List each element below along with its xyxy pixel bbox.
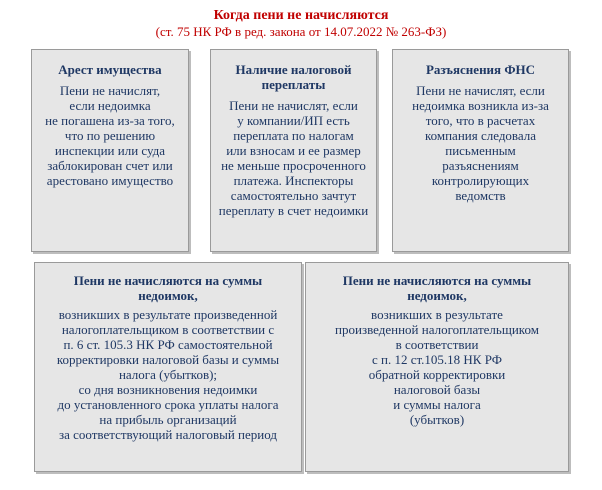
- box-text: Пени не начислят, если у компании/ИП есть переплата по налогам или взносам и ее размер не меньше просроченного платежа. Инспекторы самостоятельно зачтут переплату в счет недоимки: [218, 98, 369, 218]
- page-title: Когда пени не начисляются: [213, 8, 389, 23]
- box-text: Пени не начислят, если недоимка не погашена из-за того, что по решению инспекции или суда заблокирован счет или арестовано имущество: [45, 83, 175, 188]
- box-fns-clarifications: [392, 49, 569, 252]
- box-text: возникших в результате произведенной налогоплательщиком в соответствии с п. 6 ст. 105.3 НК РФ самостоятельной корректировки налоговой базы и суммы налога (убытков); со дня возникновения недоимки до установленного срока уплаты налога на прибыль организаций за соответствующий налоговый период: [56, 307, 280, 442]
- box-heading: Арест имущества: [58, 62, 162, 77]
- box-heading: Пени не начисляются на суммы недоимок,: [73, 273, 263, 303]
- box-heading: Пени не начисляются на суммы недоимок,: [342, 273, 532, 303]
- box-text: возникших в результате произведенной налогоплательщиком в соответствии с п. 12 ст.105.18 НК РФ обратной корректировки налоговой базы и суммы налога (убытков): [335, 307, 539, 427]
- box-reverse-adjustment: [305, 262, 569, 472]
- page-subtitle: (ст. 75 НК РФ в ред. закона от 14.07.2022 № 263-ФЗ): [155, 24, 447, 39]
- box-self-adjustment: [34, 262, 302, 472]
- box-tax-overpayment: [210, 49, 377, 252]
- box-heading: Разъяснения ФНС: [425, 62, 535, 77]
- box-property-arrest: [31, 49, 189, 252]
- box-text: Пени не начислят, если недоимка возникла из-за того, что в расчетах компания следовала письменным разъяснениям контролирующих ведомств: [412, 83, 549, 203]
- box-heading: Наличие налоговой переплаты: [235, 62, 352, 92]
